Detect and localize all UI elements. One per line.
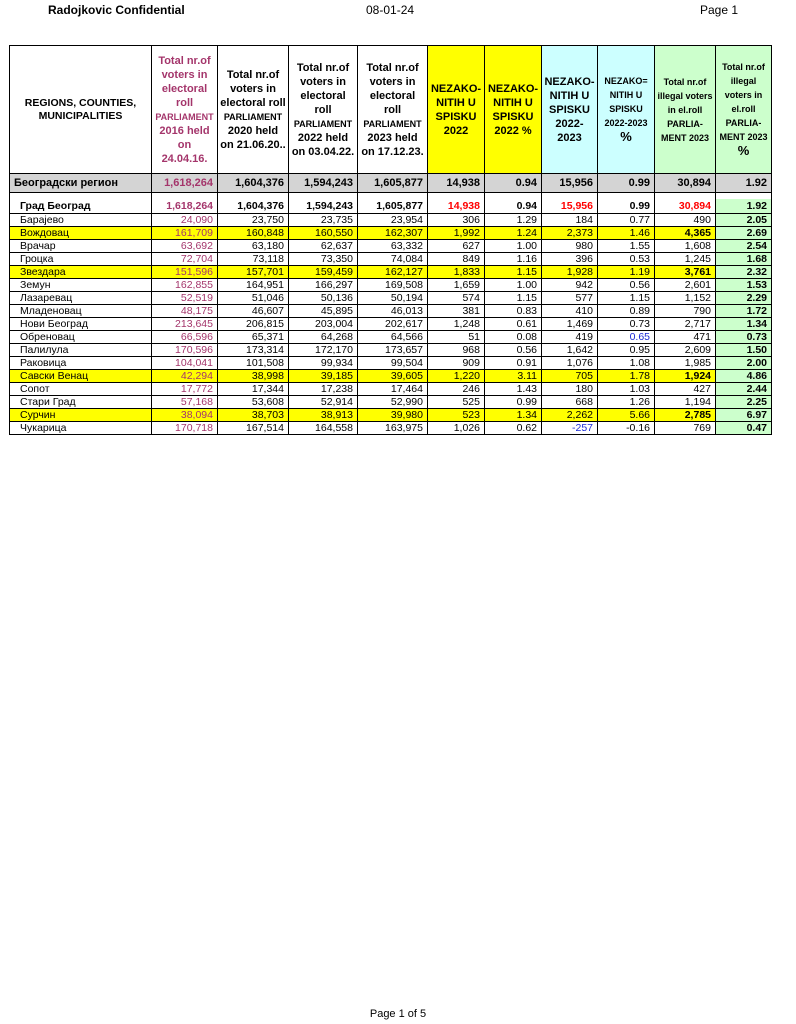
municipality-name: Барајево	[10, 214, 152, 227]
cell-n2022: 1,248	[428, 318, 485, 331]
cell-n2223: 396	[542, 253, 598, 266]
cell-total: 2,785	[655, 409, 716, 422]
cell-v2023: 17,464	[358, 383, 428, 396]
cell-total: 1,985	[655, 357, 716, 370]
region-value: 1,618,264	[152, 174, 218, 193]
region-value: 14,938	[428, 174, 485, 193]
region-value: 15,956	[542, 174, 598, 193]
table-row	[10, 227, 772, 240]
cell-v2020: 53,608	[218, 396, 289, 409]
cell-n2022: 525	[428, 396, 485, 409]
cell-v2020: 63,180	[218, 240, 289, 253]
cell-n2223: -257	[542, 422, 598, 435]
cell-v2022: 45,895	[289, 305, 358, 318]
city-row	[10, 199, 772, 214]
header-title: Radojkovic Confidential	[48, 3, 185, 17]
cell-n2223: 577	[542, 292, 598, 305]
cell-p2022: 3.11	[485, 370, 542, 383]
cell-v2022: 203,004	[289, 318, 358, 331]
cell-v2016: 170,718	[152, 422, 218, 435]
cell-v2020: 38,998	[218, 370, 289, 383]
cell-total: 490	[655, 214, 716, 227]
city-value: 1,604,376	[218, 199, 289, 214]
table-row	[10, 266, 772, 279]
cell-pct: 0.73	[716, 331, 772, 344]
cell-n2223: 942	[542, 279, 598, 292]
table-row	[10, 214, 772, 227]
cell-p2022: 1.15	[485, 266, 542, 279]
cell-v2023: 52,990	[358, 396, 428, 409]
cell-v2022: 62,637	[289, 240, 358, 253]
cell-v2020: 65,371	[218, 331, 289, 344]
cell-total: 2,601	[655, 279, 716, 292]
cell-v2023: 64,566	[358, 331, 428, 344]
cell-p2022: 0.91	[485, 357, 542, 370]
cell-v2023: 173,657	[358, 344, 428, 357]
cell-n2223: 2,373	[542, 227, 598, 240]
cell-p2223: 1.78	[598, 370, 655, 383]
cell-n2022: 1,026	[428, 422, 485, 435]
cell-p2223: 1.08	[598, 357, 655, 370]
city-value: 0.94	[485, 199, 542, 214]
col-header-2016: Total nr.of voters in electoral roll PARLIAMENT 2016 held on 24.04.16.	[152, 46, 218, 174]
city-value: 0.99	[598, 199, 655, 214]
cell-p2022: 1.00	[485, 240, 542, 253]
cell-n2022: 1,659	[428, 279, 485, 292]
cell-v2016: 24,090	[152, 214, 218, 227]
cell-v2020: 164,951	[218, 279, 289, 292]
municipality-name: Звездара	[10, 266, 152, 279]
page-footer: Page 1 of 5	[369, 1008, 427, 1020]
cell-pct: 1.72	[716, 305, 772, 318]
cell-v2023: 39,605	[358, 370, 428, 383]
cell-v2016: 52,519	[152, 292, 218, 305]
cell-n2022: 849	[428, 253, 485, 266]
cell-p2223: -0.16	[598, 422, 655, 435]
city-value: 1.92	[716, 199, 772, 214]
cell-total: 1,152	[655, 292, 716, 305]
cell-p2223: 0.89	[598, 305, 655, 318]
table-row	[10, 422, 772, 435]
municipality-name: Обреновац	[10, 331, 152, 344]
cell-pct: 1.50	[716, 344, 772, 357]
cell-total: 1,245	[655, 253, 716, 266]
col-header-illegal-total: Total nr.of illegal voters in el.roll PARLIA-MENT 2023	[655, 46, 716, 174]
cell-v2022: 38,913	[289, 409, 358, 422]
table-row	[10, 253, 772, 266]
cell-pct: 1.68	[716, 253, 772, 266]
table-row	[10, 344, 772, 357]
cell-v2023: 169,508	[358, 279, 428, 292]
col-header-nezakonitih-2022-pct: NEZAKO-NITIH U SPISKU 2022 %	[485, 46, 542, 174]
cell-v2020: 173,314	[218, 344, 289, 357]
region-value: 1.92	[716, 174, 772, 193]
city-value: 30,894	[655, 199, 716, 214]
cell-v2020: 101,508	[218, 357, 289, 370]
cell-n2022: 381	[428, 305, 485, 318]
cell-v2020: 17,344	[218, 383, 289, 396]
cell-v2022: 99,934	[289, 357, 358, 370]
table-row	[10, 331, 772, 344]
cell-n2022: 306	[428, 214, 485, 227]
table-row	[10, 305, 772, 318]
cell-n2022: 51	[428, 331, 485, 344]
table-row	[10, 240, 772, 253]
cell-n2223: 419	[542, 331, 598, 344]
region-value: 1,604,376	[218, 174, 289, 193]
table-row	[10, 370, 772, 383]
cell-n2223: 1,076	[542, 357, 598, 370]
col-header-2020: Total nr.of voters in electoral roll PARLIAMENT 2020 held on 21.06.20..	[218, 46, 289, 174]
table-row	[10, 409, 772, 422]
col-header-nezakonitih-2022-2023-pct: NEZAKO= NITIH U SPISKU 2022-2023 %	[598, 46, 655, 174]
municipality-name: Младеновац	[10, 305, 152, 318]
col-header-region: REGIONS, COUNTIES, MUNICIPALITIES	[10, 46, 152, 174]
cell-v2022: 17,238	[289, 383, 358, 396]
cell-total: 1,608	[655, 240, 716, 253]
cell-v2023: 46,013	[358, 305, 428, 318]
cell-total: 1,194	[655, 396, 716, 409]
cell-v2022: 64,268	[289, 331, 358, 344]
cell-v2022: 73,350	[289, 253, 358, 266]
cell-total: 769	[655, 422, 716, 435]
municipality-name: Раковица	[10, 357, 152, 370]
region-value: 30,894	[655, 174, 716, 193]
cell-p2022: 0.99	[485, 396, 542, 409]
cell-n2022: 1,992	[428, 227, 485, 240]
cell-p2223: 1.46	[598, 227, 655, 240]
table-row	[10, 318, 772, 331]
cell-v2023: 99,504	[358, 357, 428, 370]
cell-total: 1,924	[655, 370, 716, 383]
cell-v2023: 63,332	[358, 240, 428, 253]
cell-v2016: 42,294	[152, 370, 218, 383]
cell-p2223: 1.55	[598, 240, 655, 253]
header-row	[10, 46, 772, 174]
cell-total: 471	[655, 331, 716, 344]
region-value: 1,594,243	[289, 174, 358, 193]
cell-n2223: 668	[542, 396, 598, 409]
region-value: 1,605,877	[358, 174, 428, 193]
cell-v2016: 161,709	[152, 227, 218, 240]
cell-pct: 2.54	[716, 240, 772, 253]
cell-p2223: 0.95	[598, 344, 655, 357]
cell-n2223: 2,262	[542, 409, 598, 422]
municipality-name: Сопот	[10, 383, 152, 396]
region-name: Београдски регион	[10, 174, 152, 193]
municipality-name: Нови Београд	[10, 318, 152, 331]
cell-p2223: 0.53	[598, 253, 655, 266]
municipality-name: Палилула	[10, 344, 152, 357]
cell-v2023: 23,954	[358, 214, 428, 227]
cell-p2022: 1.16	[485, 253, 542, 266]
cell-n2223: 184	[542, 214, 598, 227]
cell-n2223: 410	[542, 305, 598, 318]
cell-p2223: 1.19	[598, 266, 655, 279]
cell-v2016: 38,094	[152, 409, 218, 422]
table-row	[10, 357, 772, 370]
cell-p2022: 0.56	[485, 344, 542, 357]
cell-n2223: 1,642	[542, 344, 598, 357]
cell-v2016: 57,168	[152, 396, 218, 409]
cell-v2016: 151,596	[152, 266, 218, 279]
region-value: 0.94	[485, 174, 542, 193]
cell-total: 4,365	[655, 227, 716, 240]
cell-v2016: 104,041	[152, 357, 218, 370]
cell-v2020: 23,750	[218, 214, 289, 227]
cell-v2020: 73,118	[218, 253, 289, 266]
table-row	[10, 292, 772, 305]
municipality-name: Савски Венац	[10, 370, 152, 383]
header-date: 08-01-24	[366, 3, 415, 17]
cell-v2023: 50,194	[358, 292, 428, 305]
col-header-2022: Total nr.of voters in electoral roll PARLIAMENT 2022 held on 03.04.22.	[289, 46, 358, 174]
municipality-name: Стари Град	[10, 396, 152, 409]
cell-v2016: 162,855	[152, 279, 218, 292]
cell-v2022: 23,735	[289, 214, 358, 227]
city-value: 1,618,264	[152, 199, 218, 214]
cell-total: 2,717	[655, 318, 716, 331]
cell-v2020: 38,703	[218, 409, 289, 422]
cell-v2022: 164,558	[289, 422, 358, 435]
cell-n2022: 574	[428, 292, 485, 305]
cell-v2020: 51,046	[218, 292, 289, 305]
cell-total: 2,609	[655, 344, 716, 357]
cell-pct: 6.97	[716, 409, 772, 422]
city-value: 1,594,243	[289, 199, 358, 214]
cell-v2020: 157,701	[218, 266, 289, 279]
cell-total: 790	[655, 305, 716, 318]
cell-p2022: 0.61	[485, 318, 542, 331]
cell-v2016: 213,645	[152, 318, 218, 331]
city-value: 1,605,877	[358, 199, 428, 214]
municipality-name: Чукарица	[10, 422, 152, 435]
cell-p2022: 1.29	[485, 214, 542, 227]
cell-pct: 2.25	[716, 396, 772, 409]
table-row	[10, 396, 772, 409]
cell-total: 3,761	[655, 266, 716, 279]
cell-v2023: 202,617	[358, 318, 428, 331]
cell-pct: 2.29	[716, 292, 772, 305]
cell-pct: 4.86	[716, 370, 772, 383]
municipality-name: Врачар	[10, 240, 152, 253]
cell-v2016: 170,596	[152, 344, 218, 357]
cell-n2022: 1,220	[428, 370, 485, 383]
col-header-2023: Total nr.of voters in electoral roll PARLIAMENT 2023 held on 17.12.23.	[358, 46, 428, 174]
city-name: Град Београд	[10, 199, 152, 214]
region-value: 0.99	[598, 174, 655, 193]
cell-v2022: 159,459	[289, 266, 358, 279]
cell-v2022: 52,914	[289, 396, 358, 409]
cell-n2022: 246	[428, 383, 485, 396]
cell-pct: 0.47	[716, 422, 772, 435]
cell-n2022: 627	[428, 240, 485, 253]
cell-p2223: 0.56	[598, 279, 655, 292]
cell-pct: 1.53	[716, 279, 772, 292]
cell-p2022: 0.08	[485, 331, 542, 344]
col-header-illegal-pct: Total nr.of illegal voters in el.roll PARLIA-MENT 2023 %	[716, 46, 772, 174]
cell-n2223: 1,469	[542, 318, 598, 331]
cell-pct: 2.00	[716, 357, 772, 370]
cell-p2223: 1.15	[598, 292, 655, 305]
cell-v2016: 66,596	[152, 331, 218, 344]
cell-n2223: 705	[542, 370, 598, 383]
cell-v2023: 162,307	[358, 227, 428, 240]
cell-total: 427	[655, 383, 716, 396]
cell-p2223: 1.26	[598, 396, 655, 409]
cell-v2022: 39,185	[289, 370, 358, 383]
cell-pct: 1.34	[716, 318, 772, 331]
cell-v2016: 63,692	[152, 240, 218, 253]
region-row	[10, 174, 772, 193]
cell-v2020: 160,848	[218, 227, 289, 240]
cell-p2223: 0.77	[598, 214, 655, 227]
cell-pct: 2.69	[716, 227, 772, 240]
cell-pct: 2.44	[716, 383, 772, 396]
city-value: 14,938	[428, 199, 485, 214]
cell-v2016: 72,704	[152, 253, 218, 266]
cell-n2022: 909	[428, 357, 485, 370]
cell-n2022: 1,833	[428, 266, 485, 279]
cell-n2223: 180	[542, 383, 598, 396]
col-header-nezakonitih-2022: NEZAKO-NITIH U SPISKU 2022	[428, 46, 485, 174]
cell-p2022: 1.24	[485, 227, 542, 240]
cell-v2016: 17,772	[152, 383, 218, 396]
cell-v2023: 74,084	[358, 253, 428, 266]
cell-v2020: 167,514	[218, 422, 289, 435]
municipality-name: Вождовац	[10, 227, 152, 240]
cell-p2022: 0.83	[485, 305, 542, 318]
cell-pct: 2.05	[716, 214, 772, 227]
header-page: Page 1	[700, 3, 739, 17]
municipality-name: Земун	[10, 279, 152, 292]
cell-n2022: 968	[428, 344, 485, 357]
cell-p2022: 1.34	[485, 409, 542, 422]
table-row	[10, 383, 772, 396]
cell-p2022: 1.15	[485, 292, 542, 305]
cell-v2020: 46,607	[218, 305, 289, 318]
voters-table	[9, 45, 772, 435]
cell-p2022: 1.00	[485, 279, 542, 292]
cell-v2022: 166,297	[289, 279, 358, 292]
cell-pct: 2.32	[716, 266, 772, 279]
cell-v2022: 172,170	[289, 344, 358, 357]
cell-p2223: 1.03	[598, 383, 655, 396]
table-row	[10, 279, 772, 292]
cell-p2022: 1.43	[485, 383, 542, 396]
city-value: 15,956	[542, 199, 598, 214]
cell-v2022: 50,136	[289, 292, 358, 305]
cell-v2016: 48,175	[152, 305, 218, 318]
municipality-name: Сурчин	[10, 409, 152, 422]
cell-v2023: 39,980	[358, 409, 428, 422]
cell-p2223: 0.73	[598, 318, 655, 331]
cell-p2223: 0.65	[598, 331, 655, 344]
cell-v2023: 163,975	[358, 422, 428, 435]
municipality-name: Гроцка	[10, 253, 152, 266]
cell-v2020: 206,815	[218, 318, 289, 331]
col-header-nezakonitih-2022-2023: NEZAKO-NITIH U SPISKU 2022-2023	[542, 46, 598, 174]
cell-n2223: 1,928	[542, 266, 598, 279]
cell-v2023: 162,127	[358, 266, 428, 279]
municipality-name: Лазаревац	[10, 292, 152, 305]
cell-p2022: 0.62	[485, 422, 542, 435]
cell-n2022: 523	[428, 409, 485, 422]
cell-v2022: 160,550	[289, 227, 358, 240]
cell-p2223: 5.66	[598, 409, 655, 422]
cell-n2223: 980	[542, 240, 598, 253]
